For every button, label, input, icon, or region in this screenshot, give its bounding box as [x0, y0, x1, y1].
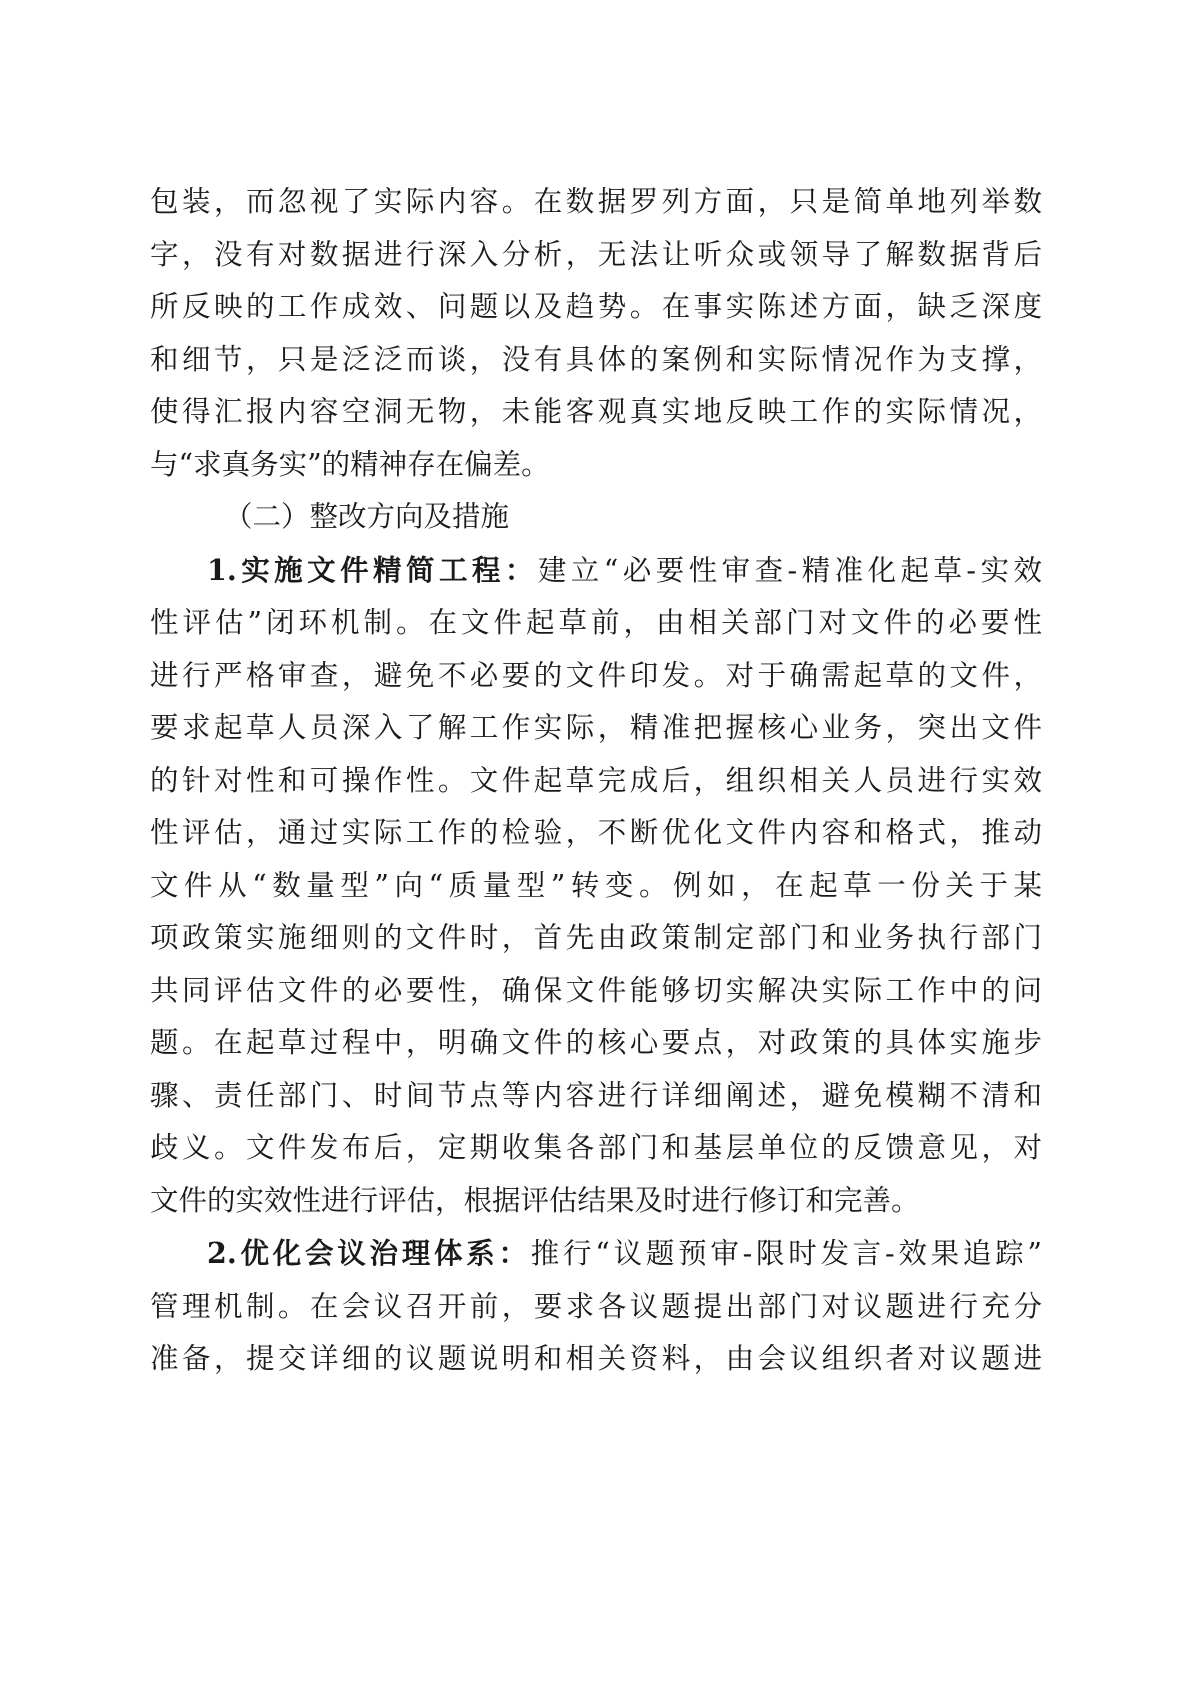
text-line: 字，没有对数据进行深入分析，无法让听众或领导了解数据背后 — [150, 237, 1042, 271]
item-lead-bold: 2.优化会议治理体系： — [207, 1236, 531, 1270]
text-line: 管理机制。在会议召开前，要求各议题提出部门对议题进行充分 — [150, 1289, 1042, 1323]
section-heading — [150, 491, 1042, 544]
text-line: 项政策实施细则的文件时，首先由政策制定部门和业务执行部门 — [150, 921, 1042, 954]
text-line: 文件的实效性进行评估，根据评估结果及时进行修订和完善。 — [150, 1183, 920, 1217]
text-line: 性评估”闭环机制。在文件起草前，由相关部门对文件的必要性 — [150, 606, 1042, 639]
paragraph-continuation — [150, 176, 1042, 491]
item-lead-rest: 推行“议题预审-限时发言-效果追踪” — [530, 1237, 1042, 1270]
item-lead-bold: 1.实施文件精简工程： — [207, 552, 538, 587]
text-line: 的针对性和可操作性。文件起草完成后，组织相关人员进行实效 — [150, 763, 1042, 797]
paragraph-item-1 — [150, 544, 1042, 1228]
section-heading-text: （二）整改方向及措施 — [224, 500, 510, 533]
text-line — [150, 544, 1042, 598]
text-line: 进行严格审查，避免不必要的文件印发。对于确需起草的文件， — [150, 658, 1042, 692]
text-line: 包装，而忽视了实际内容。在数据罗列方面，只是简单地列举数 — [150, 185, 1042, 218]
document-body — [150, 176, 1042, 1386]
text-line: 文件从“数量型”向“质量型”转变。例如，在起草一份关于某 — [150, 868, 1042, 902]
text-line: 所反映的工作成效、问题以及趋势。在事实陈述方面，缺乏深度 — [150, 290, 1042, 323]
text-line: 与“求真务实”的精神存在偏差。 — [150, 447, 550, 481]
text-line: 共同评估文件的必要性，确保文件能够切实解决实际工作中的问 — [150, 973, 1042, 1007]
text-line: 要求起草人员深入了解工作实际，精准把握核心业务，突出文件 — [150, 711, 1042, 744]
text-line: 题。在起草过程中，明确文件的核心要点，对政策的具体实施步 — [150, 1026, 1042, 1059]
text-line: 准备，提交详细的议题说明和相关资料，由会议组织者对议题进 — [150, 1342, 1042, 1375]
text-line: 性评估，通过实际工作的检验，不断优化文件内容和格式，推动 — [150, 816, 1042, 849]
text-line — [150, 1227, 1042, 1281]
text-line: 和细节，只是泛泛而谈，没有具体的案例和实际情况作为支撑， — [150, 342, 1042, 376]
text-line: 歧义。文件发布后，定期收集各部门和基层单位的反馈意见，对 — [150, 1131, 1042, 1164]
text-line: 骤、责任部门、时间节点等内容进行详细阐述，避免模糊不清和 — [150, 1078, 1042, 1112]
text-line: 使得汇报内容空洞无物，未能客观真实地反映工作的实际情况， — [150, 395, 1042, 428]
paragraph-item-2 — [150, 1227, 1042, 1386]
item-lead-rest: 建立“必要性审查-精准化起草-实效 — [537, 553, 1042, 587]
